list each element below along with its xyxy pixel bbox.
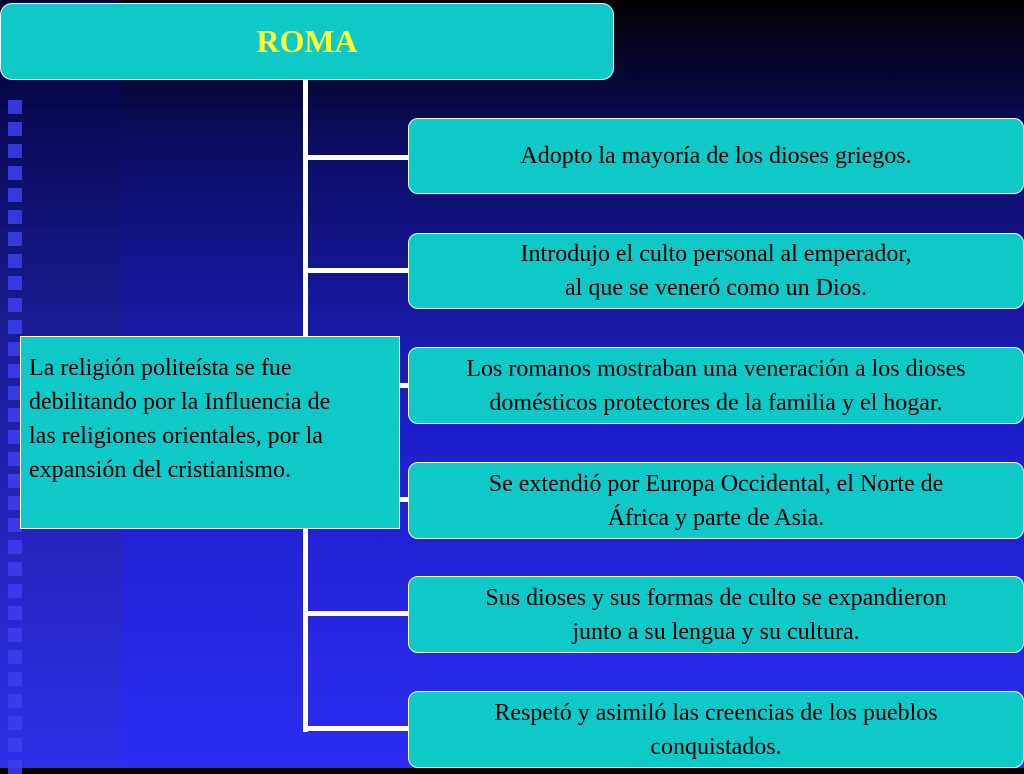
decorative-square: [8, 606, 22, 620]
decorative-square: [8, 650, 22, 664]
decorative-square: [8, 694, 22, 708]
decorative-square: [8, 122, 22, 136]
item-box-2: [408, 233, 1024, 309]
item-6-line-1: Respetó y asimiló las creencias de los pueblos: [494, 699, 938, 726]
decorative-square: [8, 166, 22, 180]
item-5-line-1: Sus dioses y sus formas de culto se expandieron: [485, 584, 947, 611]
item-box-1: [408, 118, 1024, 194]
decorative-square: [8, 738, 22, 752]
connector-branch-2: [303, 268, 409, 273]
item-box-4: [408, 462, 1024, 539]
decorative-square: [8, 100, 22, 114]
connector-branch-6: [303, 726, 409, 731]
item-box-3: [408, 347, 1024, 424]
connector-branch-1: [303, 155, 409, 160]
item-box-5: [408, 576, 1024, 653]
connector-branch-5: [303, 611, 409, 616]
decorative-square: [8, 232, 22, 246]
decorative-square: [8, 584, 22, 598]
decorative-square: [8, 562, 22, 576]
decorative-square: [8, 276, 22, 290]
decorative-square: [8, 298, 22, 312]
decorative-square: [8, 672, 22, 686]
decorative-square: [8, 540, 22, 554]
side-note-line-1: La religión politeísta se fue: [29, 355, 292, 381]
item-6-line-2: conquistados.: [650, 733, 782, 760]
side-note-box: [20, 336, 400, 529]
decorative-square: [8, 760, 22, 774]
item-box-6: [408, 691, 1024, 768]
decorative-square: [8, 210, 22, 224]
item-3-line-2: domésticos protectores de la familia y el hogar.: [489, 389, 943, 416]
diagram-title: ROMA: [256, 23, 358, 59]
title-box: [0, 3, 614, 80]
decorative-square: [8, 254, 22, 268]
side-note-line-2: debilitando por la Influencia de: [29, 389, 331, 415]
decorative-square: [8, 320, 22, 334]
side-note-line-4: expansión del cristianismo.: [29, 457, 291, 483]
item-2-line-2: al que se veneró como un Dios.: [565, 275, 867, 301]
decorative-square: [8, 188, 22, 202]
item-5-line-2: junto a su lengua y su cultura.: [572, 618, 860, 645]
item-2-line-1: Introdujo el culto personal al emperador,: [520, 241, 912, 267]
item-4-line-2: África y parte de Asia.: [607, 504, 825, 531]
item-1-line-1: Adopto la mayoría de los dioses griegos.: [520, 143, 912, 169]
decorative-square: [8, 628, 22, 642]
decorative-square: [8, 716, 22, 730]
side-note-line-3: las religiones orientales, por la: [29, 423, 323, 449]
item-3-line-1: Los romanos mostraban una veneración a los dioses: [466, 355, 966, 382]
decorative-square: [8, 144, 22, 158]
item-4-line-1: Se extendió por Europa Occidental, el Norte de: [488, 470, 944, 497]
